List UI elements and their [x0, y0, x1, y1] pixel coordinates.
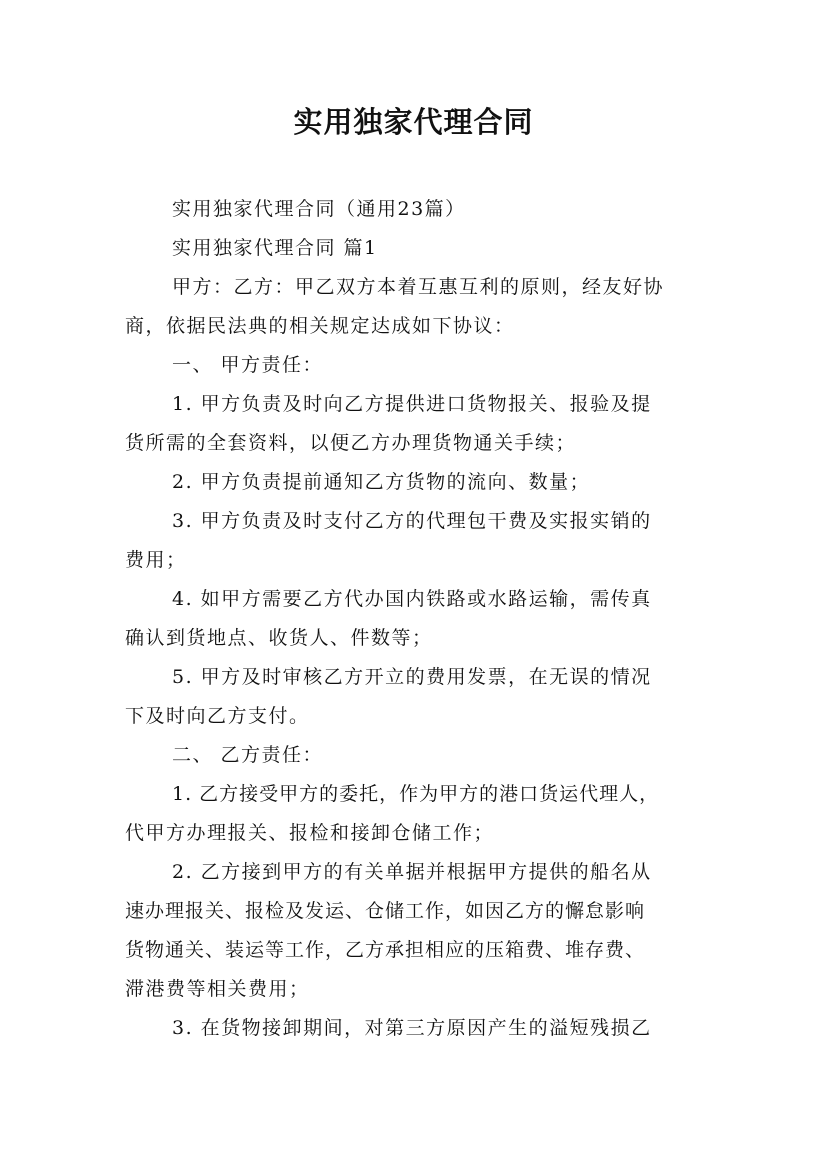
- section-heading: 二、 乙方责任：: [172, 744, 324, 766]
- paragraph-line: 1. 乙方接受甲方的委托，作为甲方的港口货运代理人，: [172, 783, 660, 805]
- paragraph-line: 4. 如甲方需要乙方代办国内铁路或水路运输，需传真: [172, 588, 652, 610]
- paragraph-line: 实用独家代理合同（通用23篇）: [172, 198, 466, 220]
- paragraph-line: 3. 在货物接卸期间，对第三方原因产生的溢短残损乙: [172, 1017, 652, 1039]
- document-title: 实用独家代理合同: [293, 105, 534, 139]
- paragraph-line: 3. 甲方负责及时支付乙方的代理包干费及实报实销的: [172, 510, 652, 532]
- paragraph-line: 商，依据民法典的相关规定达成如下协议：: [125, 315, 515, 337]
- paragraph-line: 代甲方办理报关、报检和接卸仓储工作；: [125, 822, 495, 844]
- paragraph-line: 费用；: [125, 549, 187, 571]
- paragraph-line: 2. 乙方接到甲方的有关单据并根据甲方提供的船名从: [172, 861, 652, 883]
- paragraph-line: 滞港费等相关费用；: [125, 978, 310, 1000]
- paragraph-line: 下及时向乙方支付。: [125, 705, 310, 727]
- paragraph-line: 确认到货地点、收货人、件数等；: [125, 627, 433, 649]
- paragraph-line: 速办理报关、报检及发运、仓储工作，如因乙方的懈怠影响: [125, 900, 646, 922]
- section-heading: 一、 甲方责任：: [172, 354, 324, 376]
- paragraph-line: 甲方：乙方：甲乙双方本着互惠互利的原则，经友好协: [172, 276, 665, 298]
- paragraph-line: 2. 甲方负责提前通知乙方货物的流向、数量；: [172, 471, 591, 493]
- paragraph-line: 5. 甲方及时审核乙方开立的费用发票，在无误的情况: [172, 666, 652, 688]
- paragraph-line: 货所需的全套资料，以便乙方办理货物通关手续；: [125, 432, 577, 454]
- paragraph-line: 实用独家代理合同 篇1: [172, 237, 378, 259]
- paragraph-line: 1. 甲方负责及时向乙方提供进口货物报关、报验及提: [172, 393, 652, 415]
- paragraph-line: 货物通关、装运等工作，乙方承担相应的压箱费、堆存费、: [125, 939, 646, 961]
- document-body: [125, 190, 715, 1048]
